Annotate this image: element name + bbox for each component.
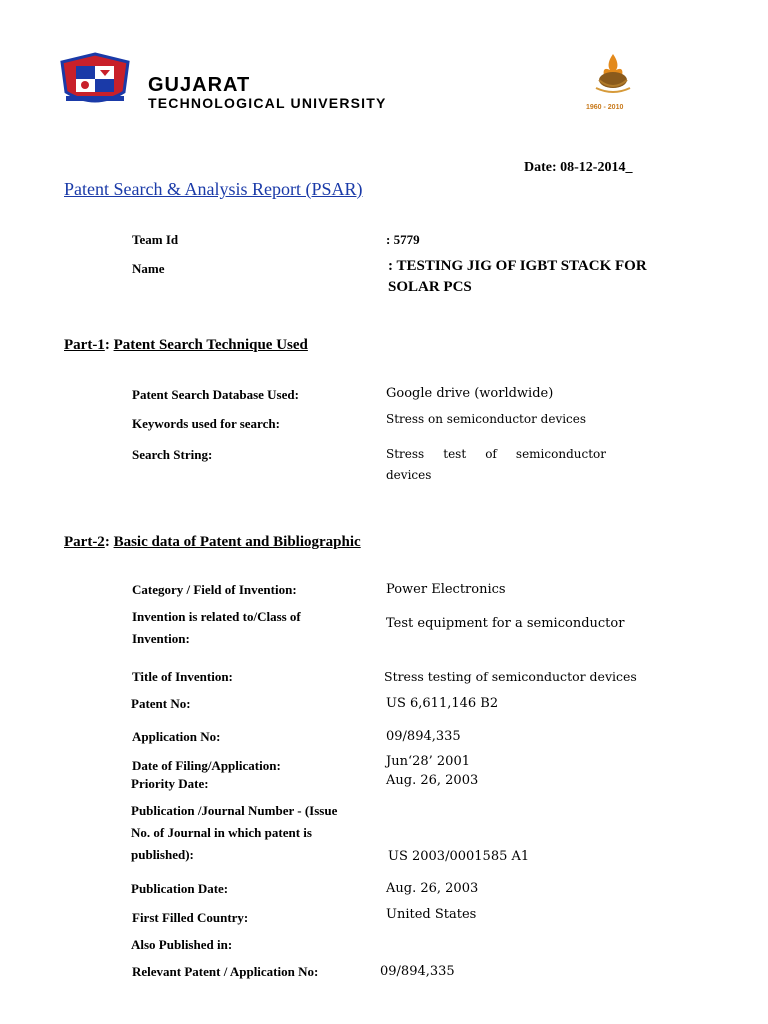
report-date: Date: 08-12-2014_ bbox=[524, 160, 633, 175]
filing-date-value: Jun‘28’ 2001 bbox=[386, 754, 470, 769]
priority-date-value: Aug. 26, 2003 bbox=[386, 773, 479, 788]
publication-date-label: Publication Date: bbox=[131, 881, 229, 896]
part2-heading bbox=[64, 534, 361, 551]
part1-heading bbox=[64, 337, 308, 354]
database-value: Google drive (worldwide) bbox=[386, 386, 554, 401]
also-published-label: Also Published in: bbox=[131, 937, 233, 952]
header bbox=[0, 0, 768, 130]
category-value: Power Electronics bbox=[386, 582, 506, 597]
relevant-patent-label: Relevant Patent / Application No: bbox=[132, 964, 319, 979]
search-word: Stress bbox=[386, 447, 425, 461]
publication-number-label-line2: No. of Journal in which patent is bbox=[131, 825, 312, 840]
emblem-caption: 1960 - 2010 bbox=[586, 104, 624, 111]
name-label: Name bbox=[132, 261, 165, 276]
part1-sep: : bbox=[104, 337, 114, 353]
search-word: test bbox=[443, 447, 467, 461]
search-word: semiconductor bbox=[515, 447, 606, 461]
part1-title: Patent Search Technique Used bbox=[113, 337, 308, 353]
invention-class-label-line2: Invention: bbox=[132, 631, 190, 646]
search-string-value-line2: devices bbox=[386, 468, 432, 482]
title-of-invention-value: Stress testing of semiconductor devices bbox=[384, 669, 637, 684]
name-value-line1: : TESTING JIG OF IGBT STACK FOR bbox=[388, 258, 647, 274]
team-id-label: Team Id bbox=[132, 232, 179, 247]
publication-number-label-line1: Publication /Journal Number - (Issue bbox=[131, 803, 338, 818]
title-of-invention-label: Title of Invention: bbox=[132, 669, 233, 684]
invention-class-value: Test equipment for a semiconductor bbox=[386, 616, 625, 631]
relevant-patent-value: 09/894,335 bbox=[380, 964, 455, 979]
first-filed-country-value: United States bbox=[386, 907, 477, 922]
team-id-value: : 5779 bbox=[386, 232, 420, 247]
name-value-line2: SOLAR PCS bbox=[388, 279, 472, 295]
university-name-line2: TECHNOLOGICAL UNIVERSITY bbox=[148, 95, 387, 111]
part2-title: Basic data of Patent and Bibliographic bbox=[113, 534, 361, 550]
jubilee-emblem-icon bbox=[582, 50, 644, 112]
priority-date-label: Priority Date: bbox=[131, 776, 209, 791]
patent-no-value: US 6,611,146 B2 bbox=[386, 696, 499, 711]
filing-date-label: Date of Filing/Application: bbox=[132, 758, 281, 773]
publication-number-value: US 2003/0001585 A1 bbox=[388, 849, 530, 864]
search-word: of bbox=[485, 447, 497, 461]
category-label: Category / Field of Invention: bbox=[132, 582, 297, 597]
search-string-value-line1 bbox=[386, 447, 606, 461]
part1-prefix: Part-1 bbox=[64, 337, 105, 353]
application-no-label: Application No: bbox=[132, 729, 221, 744]
application-no-value: 09/894,335 bbox=[386, 729, 461, 744]
gtu-logo-icon bbox=[58, 52, 132, 110]
publication-date-value: Aug. 26, 2003 bbox=[386, 881, 479, 896]
database-label: Patent Search Database Used: bbox=[132, 387, 299, 402]
university-name-line1: GUJARAT bbox=[148, 74, 251, 96]
search-string-label: Search String: bbox=[132, 447, 213, 462]
part2-sep: : bbox=[104, 534, 114, 550]
part2-prefix: Part-2 bbox=[64, 534, 105, 550]
first-filed-country-label: First Filled Country: bbox=[132, 910, 249, 925]
invention-class-label-line1: Invention is related to/Class of bbox=[132, 609, 301, 624]
keywords-label: Keywords used for search: bbox=[132, 416, 280, 431]
patent-no-label: Patent No: bbox=[131, 696, 191, 711]
publication-number-label-line3: published): bbox=[131, 847, 194, 862]
report-title: Patent Search & Analysis Report (PSAR) bbox=[64, 179, 363, 199]
keywords-value: Stress on semiconductor devices bbox=[386, 412, 587, 426]
